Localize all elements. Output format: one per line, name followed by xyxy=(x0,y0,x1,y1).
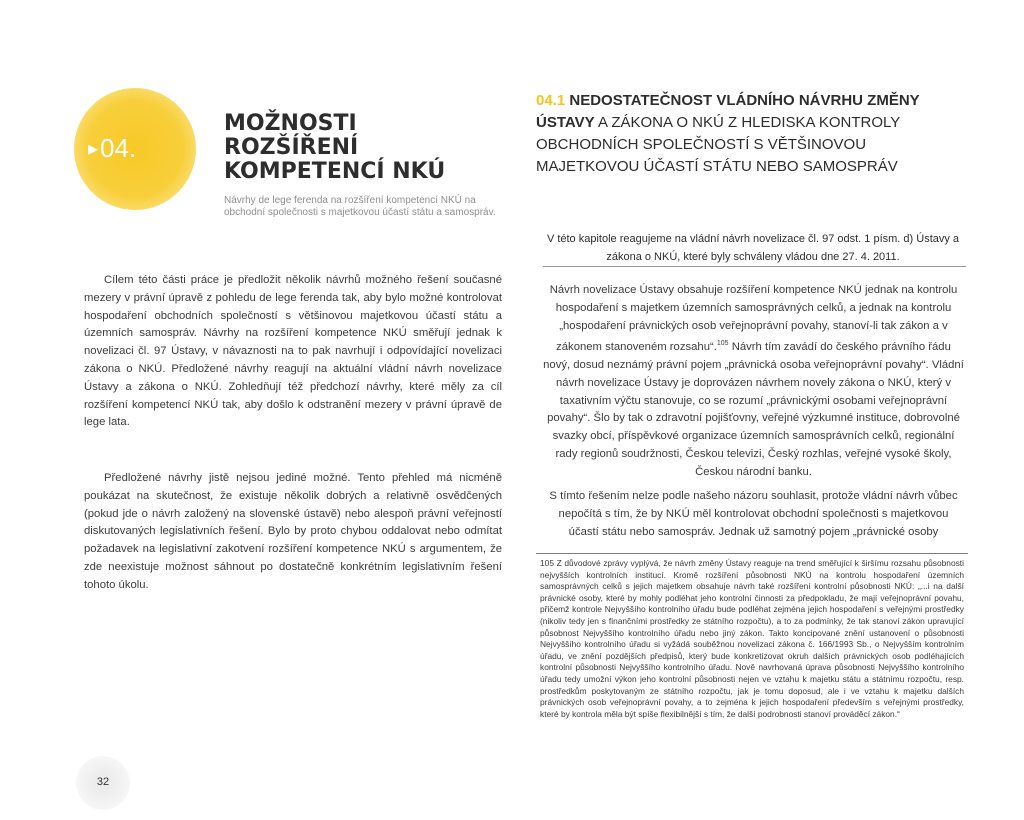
page-number: 32 xyxy=(96,776,110,788)
chapter-subtitle: Návrhy de lege ferenda na rozšíření kompetencí NKÚ na obchodní společnosti s majetkovou účastí státu a samospráv. xyxy=(224,195,496,218)
footnote-ref[interactable]: 105 xyxy=(716,340,729,348)
right-paragraph-1-end: Návrh tím zavádí do českého právního řádu nový, dosud neznámý právní pojem „právnická osoba veřejnoprávní povahy“. Vládní návrh novelizace Ústavy je doprovázen návrhem novely zákona o NKÚ, který v taxativním výčtu stanovuje, co se rozumí „právnickými osobami veřejnoprávní povahy“. Šlo by tak o zdravotní pojišťovny, veřejné výzkumné instituce, dobrovolné svazky obcí, příspěvkové organizace územních samosprávních celků, regionální rady regionů soudržnosti, Českou televizi, Český rozhlas, veřejné vysoké školy, Českou národní banku. xyxy=(543,341,964,478)
section-lead: V této kapitole reagujeme na vládní návrh novelizace čl. 97 odst. 1 písm. d) Ústavy a zákona o NKÚ, které byly schváleny vládou dne 27. 4. 2011. xyxy=(546,233,960,263)
right-paragraph-1 xyxy=(543,282,964,482)
section-heading-rest: A ZÁKONA O NKÚ Z HLEDISKA KONTROLY OBCHODNÍCH SPOLEČNOSTÍ S VĚTŠINOVOU MAJETKOVOU ÚČASTÍ STÁTU NEBO SAMOSPRÁV xyxy=(536,114,900,175)
chapter-title: MOŽNOSTI ROZŠÍŘENÍ KOMPETENCÍ NKÚ xyxy=(224,111,446,184)
chapter-number xyxy=(88,133,136,164)
right-paragraph-2: S tímto řešením nelze podle našeho názoru souhlasit, protože vládní návrh vůbec nepočítá s tím, že by NKÚ měl kontrolovat obchodní společnosti s majetkovou účastí státu nebo samospráv. Jednak už samotný pojem „právnické osoby xyxy=(549,490,958,538)
section-heading xyxy=(536,90,966,178)
footnote-105: 105 Z důvodové zprávy vyplývá, že návrh změny Ústavy reaguje na trend směřující k širšímu rozsahu působnosti nejvyšších kontrolních institucí. Kromě rozšíření působnosti NKÚ na kontrolu hospodaření územních samosprávných celků s jejich majetkem obsahuje návrh také rozšíření kontrolní působnosti NKÚ: „...i na další právnické osoby, které by mohly podléhat jeho kontrolní činnosti za předpokladu, že mají veřejnoprávní povahu, přičemž kontrole Nejvyššího kontrolního úřadu bude podléhat zejména jejich hospodaření s veřejnými prostředky (nikoliv tedy jen s finančními prostředky ze státního rozpočtu), a to za podmínky, že tak stanoví zákon upravující působnost Nejvyššího kontrolního úřadu nebo jiný zákon. Takto koncipované znění ustanovení o působnosti Nejvyššího kontrolního úřadu si vyžádá souběžnou novelizaci zákona č. 166/1993 Sb., o Nejvyšším kontrolním úřadu, ve znění pozdějších předpisů, který bude konkretizovat okruh dalších právnických osob podléhajících kontrolní působnosti Nejvyššího kontrolního úřadu. Nově navrhovaná úprava působnosti Nejvyššího kontrolního úřadu tedy umožní výkon jeho kontrolní působnosti nejen ve vztahu k majetku státu a státnímu rozpočtu, resp. prostředkům poskytovaným ze státního rozpočtu, jak je tomu doposud, ale i ve vztahu k majetku dalších právnických osob veřejnoprávní povahy, a to zejména k jejich hospodaření především s veřejnými prostředky, které by kontrola měla být spíše flexibilnější s tím, že další podrobnosti stanoví prováděcí zákon.“ xyxy=(540,558,964,719)
footnote-divider xyxy=(536,553,968,554)
divider xyxy=(543,266,966,267)
left-paragraph-2: Předložené návrhy jistě nejsou jediné možné. Tento přehled má nicméně poukázat na skutečnost, že existuje několik dobrých a relativně osvědčených (pokud jde o návrh založený na slovenské ústavě) nebo alespoň právní veřejností diskutovaných legislativních řešení. Bylo by proto chybou oddalovat nebo odmítat požadavek na legislativní zakotvení rozšíření kompetence NKÚ s argumentem, že zde neexistuje možnost sáhnout po dostatečně konkrétním legislativním řešení tohoto úkolu. xyxy=(84,472,502,591)
left-paragraph-1: Cílem této části práce je předložit několik návrhů možného řešení současné mezery v právní úpravě z pohledu de lege ferenda tak, aby bylo možné kontrolovat hospodaření obchodních společností s většinovou majetkovou účastí státu a územních samospráv. Návrhy na rozšíření kompetence NKÚ směřují jednak k novelizaci čl. 97 Ústavy, v návaznosti na to pak navrhují i odpovídající novelizaci zákona o NKÚ. Předložené návrhy reagují na aktuální vládní návrh novelizace Ústavy a zákona o NKÚ. Zohledňují též předchozí návrhy, které měly za cíl rozšíření kompetencí NKÚ tak, aby došlo k odstranění mezery v právní úpravě de lege lata. xyxy=(84,274,502,429)
right-paragraph-1-start: Návrh novelizace Ústavy obsahuje rozšíření kompetence NKÚ jednak na kontrolu hospodaření s majetkem územních samosprávných celků, a jednak na kontrolu „hospodaření právnických osob veřejnoprávní povahy, stanoví-li tak zákon a v zákonem stanoveném rozsahu“. xyxy=(549,284,958,354)
arrow-icon: ▸ xyxy=(88,138,99,160)
section-heading-bold: NEDOSTATEČNOST VLÁDNÍHO NÁVRHU ZMĚNY ÚSTAVY xyxy=(536,92,920,131)
section-number: 04.1 xyxy=(536,92,566,109)
chapter-number-text: 04. xyxy=(100,133,137,163)
